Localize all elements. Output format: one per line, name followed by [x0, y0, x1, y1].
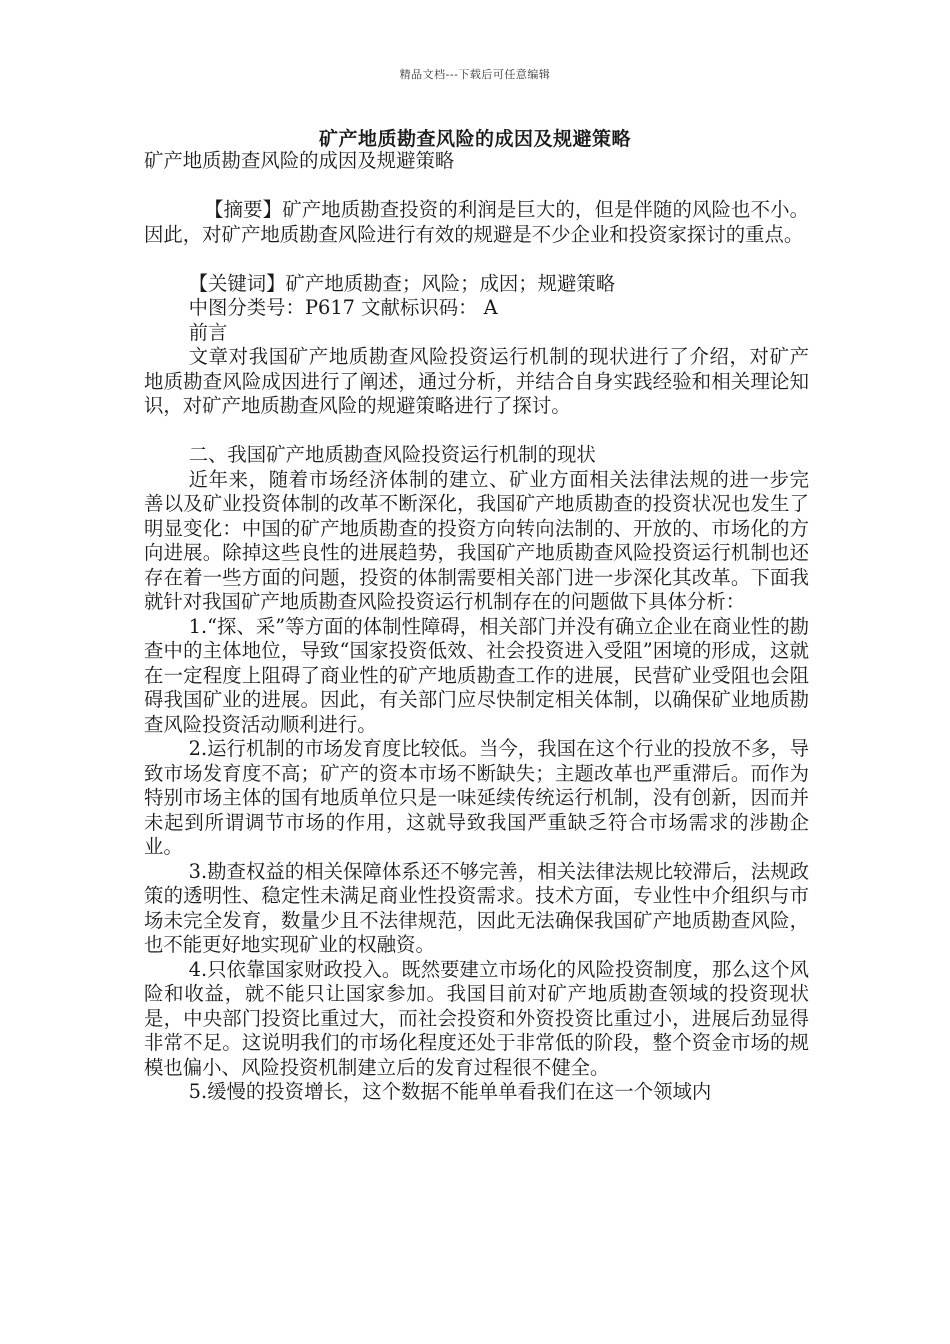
- keywords-line: 【关键词】矿产地质勘查；风险；成因；规避策略: [188, 271, 616, 295]
- preface-heading: 前言: [188, 320, 228, 344]
- spacer: [144, 247, 809, 272]
- section-heading: 二、我国矿产地质勘查风险投资运行机制的现状: [188, 443, 596, 466]
- header-note: 精品文档---下载后可任意编辑: [399, 68, 551, 81]
- preface-paragraph: 文章对我国矿产地质勘查风险投资运行机制的现状进行了介绍，对矿产地质勘查风险成因进行了阐述，通过分析，并结合自身实践经验和相关理论知识，对矿产地质勘查风险的规避策略进行了探讨。: [144, 345, 809, 417]
- abstract-paragraph: 【摘要】矿产地质勘查投资的利润是巨大的，但是伴随的风险也不小。因此，对矿产地质勘查风险进行有效的规避是不少企业和投资家探讨的重点。: [144, 198, 809, 246]
- classification-line: 中图分类号：P617 文献标识码： A: [188, 296, 498, 319]
- body-paragraph: 3.勘查权益的相关保障体系还不够完善，相关法律法规比较滞后，法规政策的透明性、稳定性未满足商业性投资需求。技术方面，专业性中介组织与市场未完全发育，数量少且不法律规范，因此无法确保我国矿产地质勘查风险，也不能更好地实现矿业的权融资。: [144, 859, 809, 956]
- document-subtitle: 矿产地质勘查风险的成因及规避策略: [144, 149, 455, 172]
- body-paragraph: 近年来，随着市场经济体制的建立、矿业方面相关法律法规的进一步完善以及矿业投资体制的改革不断深化，我国矿产地质勘查的投资状况也发生了明显变化：中国的矿产地质勘查的投资方向转向法制的、开放的、市场化的方向进展。除掉这些良性的进展趋势，我国矿产地质勘查风险投资运行机制也还存在着一些方面的问题，投资的体制需要相关部门进一步深化其改革。下面我就针对我国矿产地质勘查风险投资运行机制存在的问题做下具体分析：: [144, 467, 809, 613]
- document-title: 矿产地质勘查风险的成因及规避策略: [318, 128, 631, 150]
- body-paragraph: 5.缓慢的投资增长，这个数据不能单单看我们在这一个领域内: [188, 1080, 712, 1103]
- spacer: [144, 174, 809, 199]
- body-paragraph: 1.“探、采”等方面的体制性障碍，相关部门并没有确立企业在商业性的勘查中的主体地位，导致“国家投资低效、社会投资进入受阻”困境的形成，这就在一定程度上阻碍了商业性的矿产地质勘查工作的进展，民营矿业受阻也会阻碍我国矿业的进展。因此，有关部门应尽快制定相关体制，以确保矿业地质勘查风险投资活动顺利进行。: [144, 614, 809, 736]
- body-paragraph: 4.只依靠国家财政投入。既然要建立市场化的风险投资制度，那么这个风险和收益，就不能只让国家参加。我国目前对矿产地质勘查领域的投资现状是，中央部门投资比重过大，而社会投资和外资投资比重过小，进展后劲显得非常不足。这说明我们的市场化程度还处于非常低的阶段，整个资金市场的规模也偏小、风险投资机制建立后的发育过程很不健全。: [144, 957, 809, 1079]
- body-paragraph: 2.运行机制的市场发育度比较低。当今，我国在这个行业的投放不多，导致市场发育度不高；矿产的资本市场不断缺失；主题改革也严重滞后。而作为特别市场主体的国有地质单位只是一味延续传统运行机制，没有创新，因而并未起到所谓调节市场的作用，这就导致我国严重缺乏符合市场需求的涉勘企业。: [144, 737, 809, 858]
- document-body: [144, 149, 809, 1105]
- spacer: [144, 419, 809, 444]
